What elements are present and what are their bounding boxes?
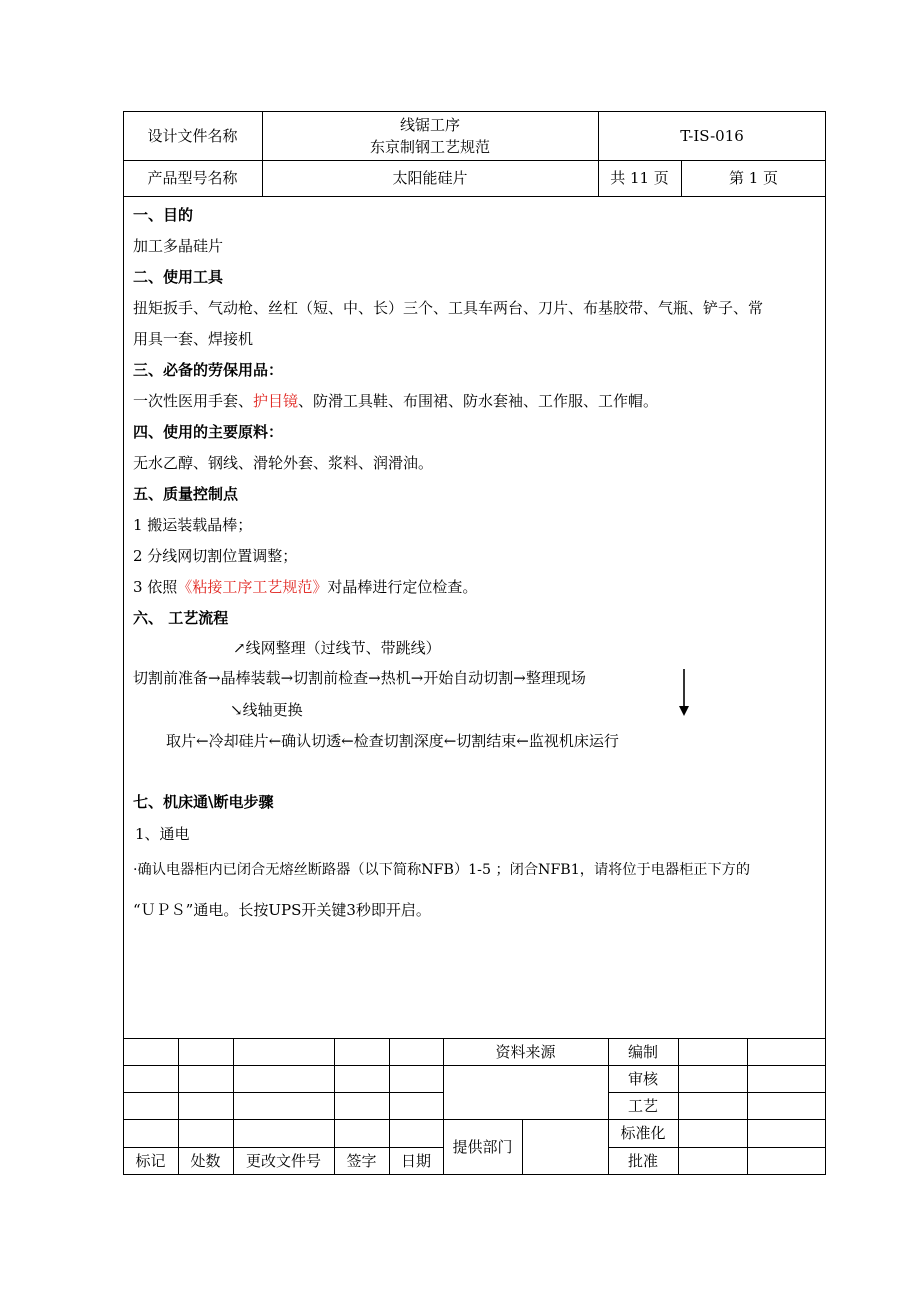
section5-title: 五、质量控制点 bbox=[133, 485, 239, 503]
total-pages: 共 11 页 bbox=[610, 169, 669, 187]
footer-row2-left bbox=[123, 1092, 443, 1093]
footer-col-7 bbox=[678, 1038, 679, 1175]
process-label: 工艺 bbox=[627, 1096, 658, 1115]
mark-label: 标记 bbox=[135, 1152, 166, 1170]
header-bottom-border bbox=[123, 196, 826, 197]
doc-title bbox=[262, 111, 598, 160]
doc-title-line2: 东京制钢工艺规范 bbox=[369, 137, 490, 156]
section7-text-line1: ·确认电器柜内已闭合无熔丝断路器（以下简称NFB）1-5 ；闭合NFB1，请将位于电器柜正下方的 bbox=[133, 862, 751, 878]
section2-title: 二、使用工具 bbox=[133, 268, 224, 286]
review-label: 审核 bbox=[627, 1069, 658, 1088]
section2-text-line2: 用具一套、焊接机 bbox=[133, 330, 254, 348]
section1-text: 加工多晶硅片 bbox=[133, 237, 224, 255]
document-frame bbox=[123, 111, 826, 1175]
source-label: 资料来源 bbox=[495, 1042, 556, 1061]
section3-text bbox=[133, 391, 658, 411]
doc-title-line1: 线锯工序 bbox=[399, 115, 460, 134]
section5-item3-b: 对晶棒进行定位检查。 bbox=[327, 578, 478, 596]
flow-branch-up: ↗线网整理（过线节、带跳线） bbox=[233, 639, 441, 657]
section1-title: 一、目的 bbox=[133, 206, 194, 224]
section3-text-highlight: 护目镜 bbox=[253, 392, 299, 410]
section7-title: 七、机床通\断电步骤 bbox=[133, 793, 274, 811]
flow-return: 取片←冷却硅片←确认切透←检查切割深度←切割结束←监视机床运行 bbox=[166, 732, 619, 750]
section5-item3-highlight: 《粘接工序工艺规范》 bbox=[177, 578, 328, 596]
count-label: 处数 bbox=[190, 1152, 221, 1170]
footer-col-8 bbox=[747, 1038, 748, 1175]
section6-title: 六、 工艺流程 bbox=[133, 609, 229, 627]
section7-text-line2: “ＵＰＳ”通电。长按UPS开关键3秒即开启。 bbox=[133, 901, 431, 919]
flow-down-arrow-icon bbox=[677, 668, 691, 718]
section3-title: 三、必备的劳保用品： bbox=[133, 361, 284, 379]
provider-label: 提供部门 bbox=[452, 1138, 513, 1156]
flow-branch-down: ↘线轴更换 bbox=[230, 701, 303, 719]
section5-item3 bbox=[133, 577, 477, 597]
footer-row3-left bbox=[123, 1119, 443, 1120]
section5-item2: 2 分线网切割位置调整； bbox=[133, 547, 298, 565]
footer-row1-left bbox=[123, 1065, 443, 1066]
change-doc-label: 更改文件号 bbox=[245, 1152, 321, 1170]
design-doc-label: 设计文件名称 bbox=[147, 126, 238, 145]
compile-label: 编制 bbox=[627, 1042, 658, 1061]
section4-text: 无水乙醇、钢线、滑轮外套、浆料、润滑油。 bbox=[133, 454, 434, 472]
section5-item1: 1 搬运装载晶棒； bbox=[133, 516, 253, 534]
section3-text-a: 一次性医用手套、 bbox=[133, 392, 254, 410]
flow-main: 切割前准备→晶棒装载→切割前检查→热机→开始自动切割→整理现场 bbox=[133, 669, 586, 687]
section3-text-b: 、防滑工具鞋、布围裙、防水套袖、工作服、工作帽。 bbox=[298, 392, 659, 410]
section7-subtitle: 1、通电 bbox=[135, 825, 190, 843]
footer-source-divider bbox=[443, 1065, 608, 1066]
section2-text-line1: 扭矩扳手、气动枪、丝杠（短、中、长）三个、工具车两台、刀片、布基胶带、气瓶、铲子、常 bbox=[133, 299, 764, 317]
section5-item3-a: 3 依照 bbox=[133, 578, 178, 596]
footer-col-provider bbox=[522, 1119, 523, 1175]
date-label: 日期 bbox=[400, 1152, 431, 1170]
product-name: 太阳能硅片 bbox=[392, 169, 468, 187]
standard-label: 标准化 bbox=[620, 1124, 666, 1142]
approve-label: 批准 bbox=[627, 1152, 658, 1170]
page-number: 第 1 页 bbox=[728, 169, 779, 187]
sign-label: 签字 bbox=[346, 1152, 377, 1170]
doc-code: T-IS-016 bbox=[680, 126, 744, 145]
section4-title: 四、使用的主要原料： bbox=[133, 423, 284, 441]
product-label: 产品型号名称 bbox=[147, 169, 238, 187]
